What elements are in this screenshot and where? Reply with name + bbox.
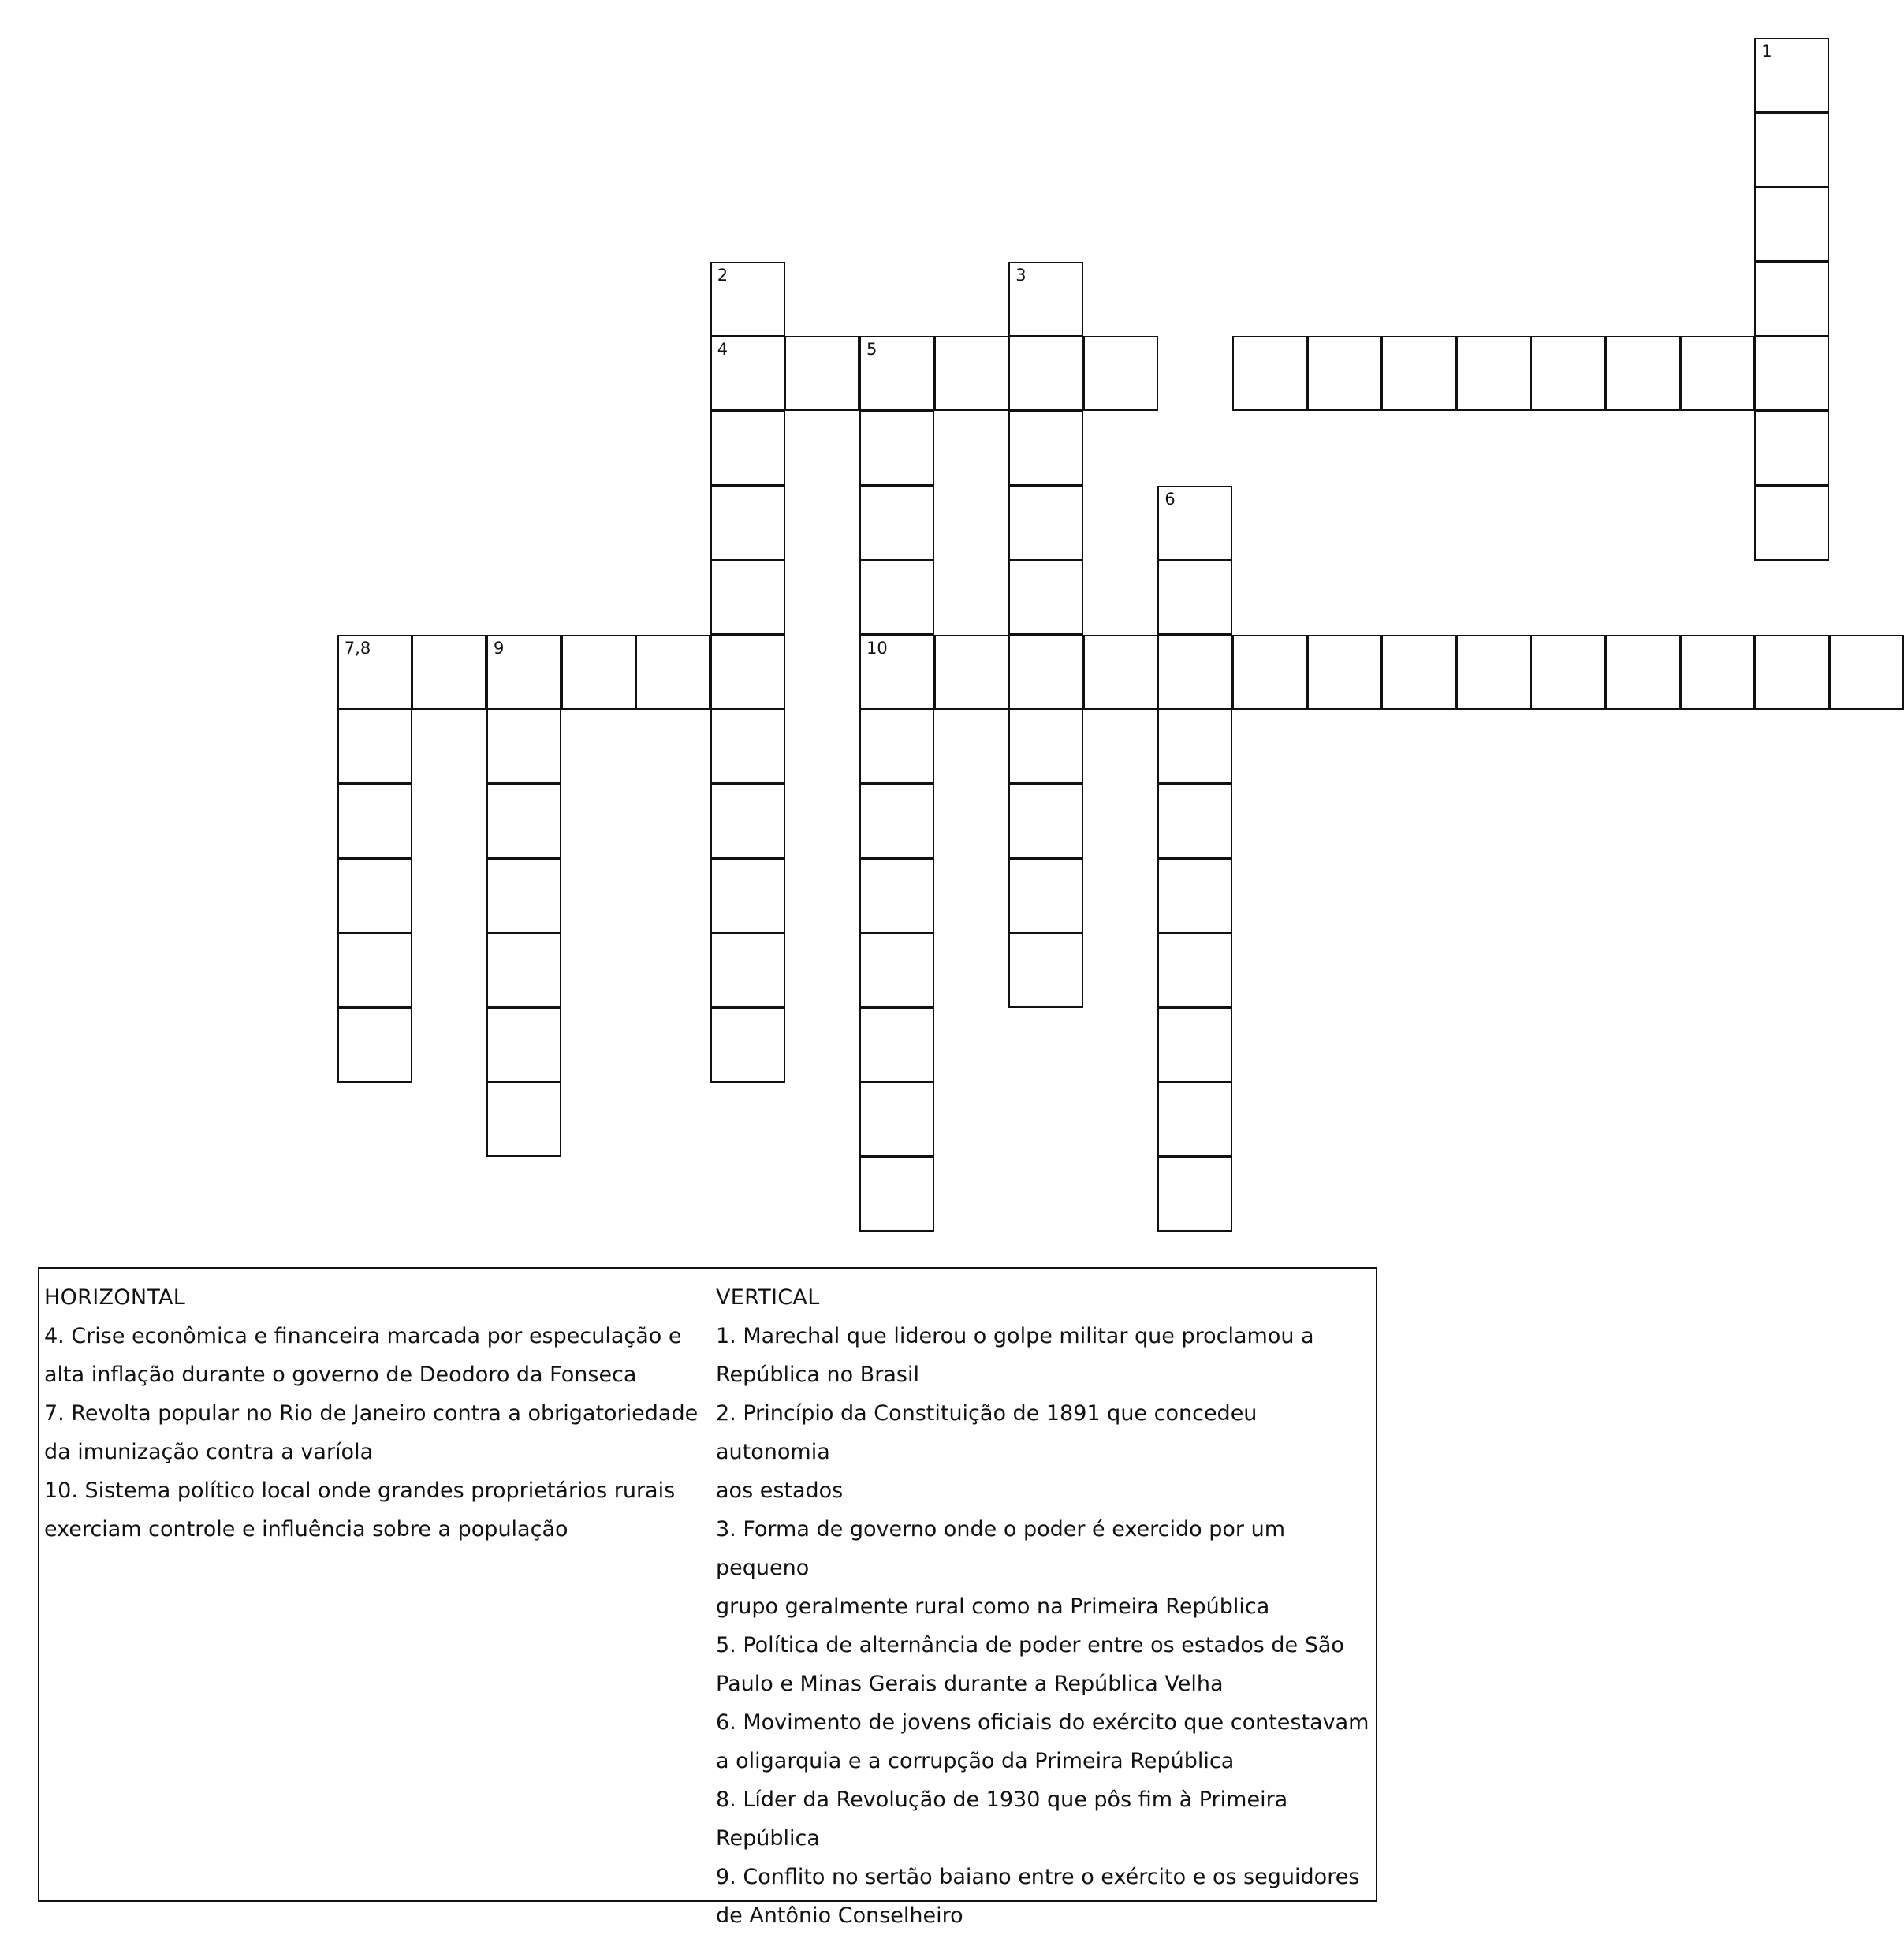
grid-cell[interactable] (1157, 1082, 1232, 1157)
clue-number: 5 (866, 340, 877, 360)
clues-box (38, 1267, 1377, 1928)
grid-cell[interactable] (1605, 336, 1680, 411)
grid-cell[interactable] (710, 1008, 785, 1083)
grid-cell[interactable] (859, 1008, 934, 1083)
grid-cell[interactable] (1008, 560, 1083, 635)
clue-line: 5. Política de alternância de poder entre os estados de São (716, 1633, 1344, 1657)
numbered-cell[interactable] (1754, 38, 1829, 113)
grid-cell[interactable] (859, 411, 934, 486)
grid-cell[interactable] (1754, 411, 1829, 486)
grid-cell[interactable] (1232, 336, 1307, 411)
grid-cell[interactable] (486, 1082, 561, 1157)
numbered-cell[interactable] (337, 635, 412, 710)
grid-cell[interactable] (1680, 635, 1755, 710)
grid-cell[interactable] (934, 336, 1009, 411)
clue-line: 1. Marechal que liderou o golpe militar que proclamou a (716, 1324, 1314, 1348)
clue-line: República (716, 1826, 820, 1851)
numbered-cell[interactable] (859, 336, 934, 411)
grid-cell[interactable] (1530, 336, 1605, 411)
grid-cell[interactable] (1083, 635, 1158, 710)
numbered-cell[interactable] (486, 635, 561, 710)
clue-number: 4 (717, 340, 728, 360)
grid-cell[interactable] (1754, 336, 1829, 411)
grid-cell[interactable] (1008, 709, 1083, 784)
clue-number: 10 (866, 638, 888, 658)
grid-cell[interactable] (1754, 187, 1829, 262)
clue-line: 10. Sistema político local onde grandes proprietários rurais (44, 1478, 676, 1503)
clue-line: alta inflação durante o governo de Deodoro da Fonseca (44, 1363, 637, 1387)
grid-cell[interactable] (486, 859, 561, 934)
grid-cell[interactable] (1157, 933, 1232, 1008)
grid-cell[interactable] (1008, 784, 1083, 859)
clue-line: da imunização contra a varíola (44, 1440, 374, 1464)
grid-cell[interactable] (1157, 709, 1232, 784)
grid-cell[interactable] (1008, 635, 1083, 710)
grid-cell[interactable] (1307, 635, 1382, 710)
grid-cell[interactable] (859, 486, 934, 561)
grid-cell[interactable] (1381, 635, 1456, 710)
grid-cell[interactable] (1530, 635, 1605, 710)
numbered-cell[interactable] (710, 262, 785, 337)
grid-cell[interactable] (710, 933, 785, 1008)
numbered-cell[interactable] (710, 336, 785, 411)
clue-number: 3 (1015, 265, 1027, 285)
grid-cell[interactable] (784, 336, 859, 411)
grid-cell[interactable] (1456, 635, 1531, 710)
grid-cell[interactable] (1829, 635, 1904, 710)
grid-cell[interactable] (1754, 635, 1829, 710)
clue-line: República no Brasil (716, 1363, 919, 1387)
clue-line: de Antônio Conselheiro (716, 1903, 963, 1928)
grid-cell[interactable] (859, 1157, 934, 1232)
grid-cell[interactable] (710, 784, 785, 859)
grid-cell[interactable] (859, 933, 934, 1008)
grid-cell[interactable] (710, 486, 785, 561)
grid-cell[interactable] (1754, 262, 1829, 337)
grid-cell[interactable] (1008, 486, 1083, 561)
clue-line: grupo geralmente rural como na Primeira República (716, 1594, 1270, 1619)
grid-cell[interactable] (1157, 1008, 1232, 1083)
clue-line: exerciam controle e influência sobre a população (44, 1517, 568, 1542)
grid-cell[interactable] (1754, 113, 1829, 188)
clue-line: 9. Conflito no sertão baiano entre o exército e os seguidores (716, 1865, 1360, 1889)
grid-cell[interactable] (1008, 411, 1083, 486)
clue-line: 4. Crise econômica e financeira marcada por especulação e (44, 1324, 682, 1348)
grid-cell[interactable] (934, 635, 1009, 710)
numbered-cell[interactable] (1157, 486, 1232, 561)
clue-number: 1 (1761, 42, 1772, 61)
grid-cell[interactable] (412, 635, 486, 710)
grid-cell[interactable] (337, 1008, 412, 1083)
vertical-clues (716, 1278, 1375, 1935)
grid-cell[interactable] (1157, 1157, 1232, 1232)
grid-cell[interactable] (710, 635, 785, 710)
grid-cell[interactable] (1456, 336, 1531, 411)
grid-cell[interactable] (486, 709, 561, 784)
grid-cell[interactable] (859, 1082, 934, 1157)
clue-number: 7,8 (344, 638, 371, 658)
grid-cell[interactable] (1605, 635, 1680, 710)
clue-line: 7. Revolta popular no Rio de Janeiro contra a obrigatoriedade (44, 1401, 699, 1426)
numbered-cell[interactable] (1008, 262, 1083, 337)
clue-line: aos estados (716, 1478, 844, 1503)
grid-cell[interactable] (486, 1008, 561, 1083)
clue-line: Paulo e Minas Gerais durante a República Velha (716, 1672, 1224, 1696)
grid-cell[interactable] (1008, 933, 1083, 1008)
grid-cell[interactable] (859, 560, 934, 635)
vertical-heading: VERTICAL (716, 1285, 820, 1310)
grid-cell[interactable] (337, 933, 412, 1008)
horizontal-clues (44, 1278, 706, 1549)
grid-cell[interactable] (859, 859, 934, 934)
grid-cell[interactable] (561, 635, 636, 710)
grid-cell[interactable] (337, 784, 412, 859)
grid-cell[interactable] (635, 635, 710, 710)
clue-number: 9 (494, 638, 505, 658)
grid-cell[interactable] (486, 784, 561, 859)
horizontal-heading: HORIZONTAL (44, 1285, 186, 1310)
grid-cell[interactable] (1157, 560, 1232, 635)
grid-cell[interactable] (859, 784, 934, 859)
numbered-cell[interactable] (859, 635, 934, 710)
grid-cell[interactable] (1157, 859, 1232, 934)
grid-cell[interactable] (1008, 336, 1083, 411)
grid-cell[interactable] (1157, 784, 1232, 859)
clue-line: 8. Líder da Revolução de 1930 que pôs fim à Primeira (716, 1788, 1288, 1812)
grid-cell[interactable] (337, 709, 412, 784)
grid-cell[interactable] (1754, 486, 1829, 561)
clue-line: 6. Movimento de jovens oficiais do exército que contestavam (716, 1710, 1369, 1735)
grid-cell[interactable] (859, 709, 934, 784)
grid-cell[interactable] (1083, 336, 1158, 411)
clue-number: 6 (1164, 489, 1176, 509)
grid-cell[interactable] (1381, 336, 1456, 411)
grid-cell[interactable] (710, 411, 785, 486)
clue-line: a oligarquia e a corrupção da Primeira República (716, 1749, 1235, 1773)
grid-cell[interactable] (710, 859, 785, 934)
clue-line: 2. Princípio da Constituição de 1891 que concedeu autonomia (716, 1401, 1258, 1464)
grid-cell[interactable] (710, 709, 785, 784)
grid-cell[interactable] (1307, 336, 1382, 411)
grid-cell[interactable] (486, 933, 561, 1008)
grid-cell[interactable] (337, 859, 412, 934)
grid-cell[interactable] (1232, 635, 1307, 710)
grid-cell[interactable] (1157, 635, 1232, 710)
clue-number: 2 (717, 265, 728, 285)
grid-cell[interactable] (710, 560, 785, 635)
grid-cell[interactable] (1680, 336, 1755, 411)
grid-cell[interactable] (1008, 859, 1083, 934)
clue-line: 3. Forma de governo onde o poder é exercido por um pequeno (716, 1517, 1285, 1580)
